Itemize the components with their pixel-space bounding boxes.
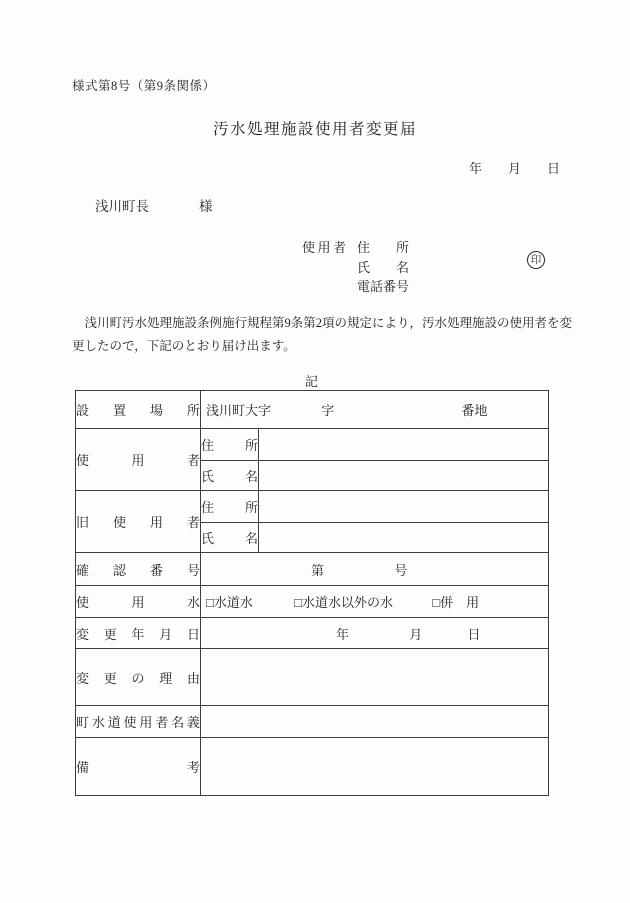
location-prefix: 浅川町大字: [206, 403, 272, 418]
applicant-address-label: 住 所: [357, 240, 409, 256]
old-user-address-label-cell: [201, 491, 259, 523]
change-date-month-label: 月: [409, 626, 423, 642]
user-name-value: [259, 461, 549, 491]
remarks-label: 備 考: [76, 760, 200, 775]
change-date-day-label: 日: [467, 626, 481, 642]
confirmation-value-cell: [201, 553, 549, 586]
remarks-label-cell: [76, 738, 201, 796]
location-banchi-label: 番地: [461, 403, 488, 418]
addressee-line: [95, 195, 213, 215]
water-label-cell: [76, 586, 201, 618]
change-date-label: 変 更 年 月 日: [76, 626, 200, 642]
town-water-name-label-cell: [76, 706, 201, 738]
old-user-label-cell: [76, 491, 201, 553]
row-location: [76, 391, 549, 429]
row-change-date: [76, 618, 549, 649]
row-water-used: [76, 586, 549, 618]
record-heading: 記: [304, 374, 318, 389]
location-label-cell: [76, 391, 201, 429]
location-label: 設 置 場 所: [76, 403, 200, 418]
applicant-role-label: 使 用 者: [302, 240, 346, 256]
old-user-name-label: 氏 名: [201, 531, 258, 546]
row-change-reason: [76, 649, 549, 706]
town-water-name-label: 町 水 道 使 用 者 名 義: [76, 715, 200, 730]
addressee: 浅川町長: [95, 199, 149, 214]
user-address-label: 住 所: [201, 438, 258, 453]
confirmation-label-cell: [76, 553, 201, 586]
user-name-label-cell: [201, 461, 259, 491]
addressee-honorific: 様: [199, 199, 213, 214]
user-name-label: 氏 名: [201, 469, 258, 484]
body-paragraph: 浅川町汚水処理施設条例施行規程第9条第2項の規定により，汚水処理施設の使用者を変更したので，下記のとおり届け出ます。: [72, 316, 573, 353]
user-label: 使 用 者: [76, 453, 200, 468]
old-user-address-value: [259, 491, 549, 523]
row-confirmation-number: [76, 553, 549, 586]
applicant-block: [302, 237, 409, 296]
change-date-year-label: 年: [336, 626, 350, 642]
water-options-cell: [201, 586, 549, 618]
confirmation-label: 確 認 番 号: [76, 562, 200, 578]
user-label-cell: [76, 429, 201, 491]
location-aza-label: 字: [321, 403, 335, 418]
old-user-address-label: 住 所: [201, 500, 258, 515]
user-address-value: [259, 429, 549, 461]
old-user-name-value: [259, 523, 549, 553]
form-table: [75, 390, 549, 796]
applicant-phone-label: 電話番号: [357, 279, 410, 295]
confirmation-number-prefix: 第: [311, 562, 325, 578]
applicant-name-row: [302, 257, 409, 277]
row-remarks: [76, 738, 549, 796]
change-date-value-cell: [201, 618, 549, 649]
old-user-name-label-cell: [201, 523, 259, 553]
row-town-water-name: [76, 706, 549, 738]
date-line: 年 月 日: [468, 161, 560, 176]
location-value-cell: [201, 391, 549, 429]
page-title: 汚水処理施設使用者変更届: [212, 121, 417, 138]
form-number: 様式第8号（第9条関係）: [72, 79, 216, 93]
user-address-label-cell: [201, 429, 259, 461]
remarks-value: [201, 738, 549, 796]
reason-value: [201, 649, 549, 706]
row-user-address: [76, 429, 549, 461]
water-label: 使 用 水: [76, 595, 200, 610]
reason-label-cell: [76, 649, 201, 706]
seal-mark-icon: 印: [527, 251, 545, 269]
applicant-phone-row: [302, 276, 409, 296]
town-water-name-value: [201, 706, 549, 738]
confirmation-number-suffix: 号: [394, 562, 408, 578]
checkbox-option-tap-water: □水道水: [206, 595, 253, 610]
old-user-label: 旧 使 用 者: [76, 515, 200, 530]
change-date-label-cell: [76, 618, 201, 649]
row-old-user-address: [76, 491, 549, 523]
applicant-name-label: 氏 名: [357, 259, 409, 275]
applicant-address-row: [302, 237, 409, 257]
reason-label: 変 更 の 理 由: [76, 670, 200, 686]
checkbox-option-non-tap-water: □水道水以外の水: [294, 595, 393, 610]
checkbox-option-combined: □併 用: [432, 595, 480, 610]
